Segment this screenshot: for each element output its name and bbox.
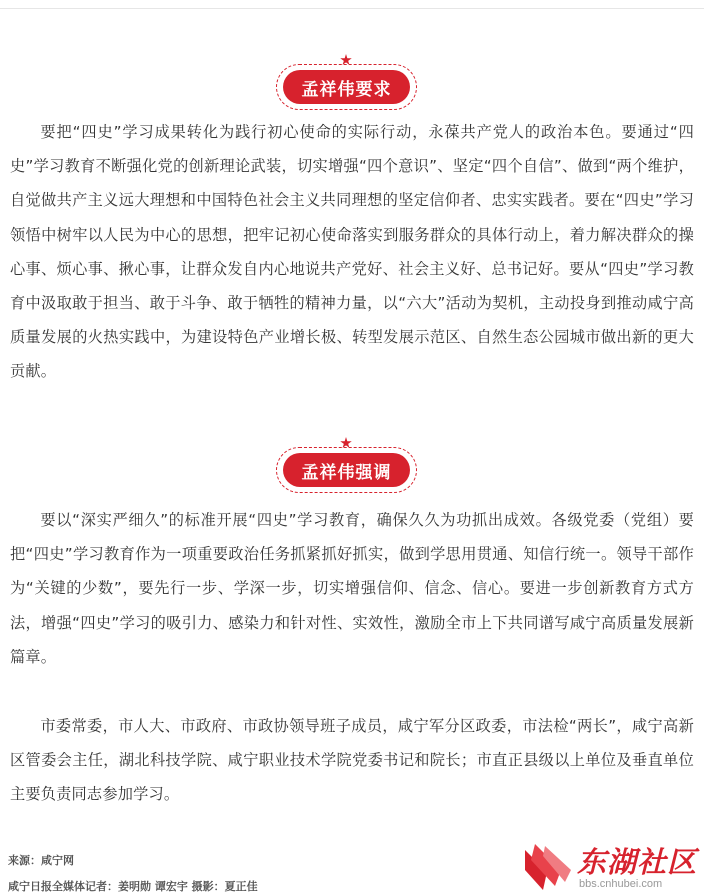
- badge-frame: [276, 64, 417, 110]
- article-paragraph-3: 市委常委，市人大、市政府、市政协领导班子成员，咸宁军分区政委，市法检“两长”，咸宁高新区管委会主任，湖北科技学院、咸宁职业技术学院党委书记和院长；市直正县级以上单位及垂直单位主要负责同志参加学习。: [10, 717, 694, 804]
- watermark-name: 东湖社区: [577, 845, 698, 879]
- watermark-logo: [521, 838, 704, 896]
- logo-mark-icon: [521, 840, 573, 892]
- badge-frame: [276, 447, 417, 493]
- article-paragraph-2: 要以“深实严细久”的标准开展“四史”学习教育，确保久久为功抓出成效。各级党委（党组）要把“四史”学习教育作为一项重要政治任务抓紧抓好抓实，做到学思用贯通、知信行统一。领导干部作为“关键的少数”，要先行一步、学深一步，切实增强信仰、信念、信心。要进一步创新教育方式方法，增强“四史”学习的吸引力、感染力和针对性、实效性，激励全市上下共同谱写咸宁高质量发展新篇章。: [10, 511, 694, 666]
- credits-line: 咸宁日报全媒体记者：姜明勋 谭宏宇 摄影：夏正佳: [8, 880, 258, 893]
- section-header-2: [0, 437, 704, 497]
- section-header-1: [0, 54, 704, 114]
- source-line: 来源：咸宁网: [8, 854, 74, 867]
- section-badge: 孟祥伟要求: [283, 70, 410, 104]
- watermark-url: bbs.cnhubei.com: [579, 878, 663, 890]
- section-badge: 孟祥伟强调: [283, 453, 410, 487]
- article-paragraph-1: 要把“四史”学习成果转化为践行初心使命的实际行动，永葆共产党人的政治本色。要通过“四史”学习教育不断强化党的创新理论武装，切实增强“四个意识”、坚定“四个自信”、做到“两个维护，自觉做共产主义远大理想和中国特色社会主义共同理想的坚定信仰者、忠实实践者。要在“四史”学习领悟中树牢以人民为中心的思想，把牢记初心使命落实到服务群众的具体行动上，着力解决群众的操心事、烦心事、揪心事，让群众发自内心地说共产党好、社会主义好、总书记好。要从“四史”学习教育中汲取敢于担当、敢于斗争、敢于牺牲的精神力量，以“六大”活动为契机，主动投身到推动咸宁高质量发展的火热实践中，为建设特色产业增长极、转型发展示范区、自然生态公园城市做出新的更大贡献。: [10, 123, 694, 381]
- top-divider: [0, 8, 704, 9]
